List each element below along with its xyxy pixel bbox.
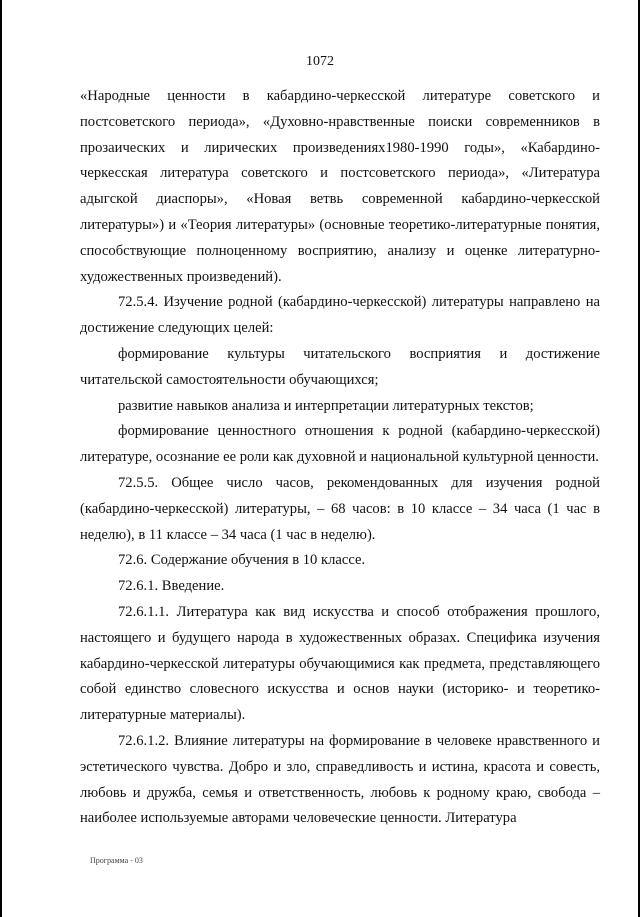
document-body <box>80 84 600 832</box>
paragraph-72-5-4: 72.5.4. Изучение родной (кабардино-черкесской) литературы направлено на достижение следующих целей: <box>80 294 600 337</box>
paragraph-goal-value-attitude: формирование ценностного отношения к родной (кабардино-черкесской) литературе, осознание ее роли как духовной и национальной культурной ценности. <box>80 423 600 466</box>
paragraph-goal-reading-culture: формирование культуры читательского восприятия и достижение читательской самостоятельности обучающихся; <box>80 345 600 388</box>
paragraph-72-6-1-1: 72.6.1.1. Литература как вид искусства и способ отображения прошлого, настоящего и будущего народа в художественных образах. Специфика изучения кабардино-черкесской литературы обучающимися как предмета, представляющего собой единство словесного искусства и основ науки (историко- и теоретико-литературные материалы). <box>80 603 600 724</box>
paragraph-subjects-list: «Народные ценности в кабардино-черкесской литературе советского и постсоветского периода», «Духовно-нравственные поиски современников в прозаических и лирических произведениях1980-1990 годы», «Кабардино-черкесская литература советского и постсоветского периода», «Литература адыгской диаспоры», «Новая ветвь современной кабардино-черкесской литературы») и «Теория литературы» (основные теоретико-литературные понятия, способствующие полноценному восприятию, анализу и оценке литературно-художественных произведений). <box>80 88 600 285</box>
page-number: 1072 <box>306 54 334 69</box>
paragraph-goal-analysis-skills: развитие навыков анализа и интерпретации литературных текстов; <box>118 397 534 414</box>
page-footer: Программа - 03 <box>90 856 143 865</box>
paragraph-72-5-5: 72.5.5. Общее число часов, рекомендованных для изучения родной (кабардино-черкесской) литературы, – 68 часов: в 10 классе – 34 часа (1 час в неделю), в 11 классе – 34 часа (1 час в неделю). <box>80 474 600 543</box>
paragraph-72-6: 72.6. Содержание обучения в 10 классе. <box>118 552 366 569</box>
paragraph-72-6-1-2: 72.6.1.2. Влияние литературы на формирование в человеке нравственного и эстетического чувства. Добро и зло, справедливость и истина, красота и совесть, любовь и дружба, семья и ответственность, любовь к родному краю, свобода – наиболее используемые авторами человеческие ценности. Литература <box>80 732 600 827</box>
paragraph-72-6-1: 72.6.1. Введение. <box>118 578 225 595</box>
